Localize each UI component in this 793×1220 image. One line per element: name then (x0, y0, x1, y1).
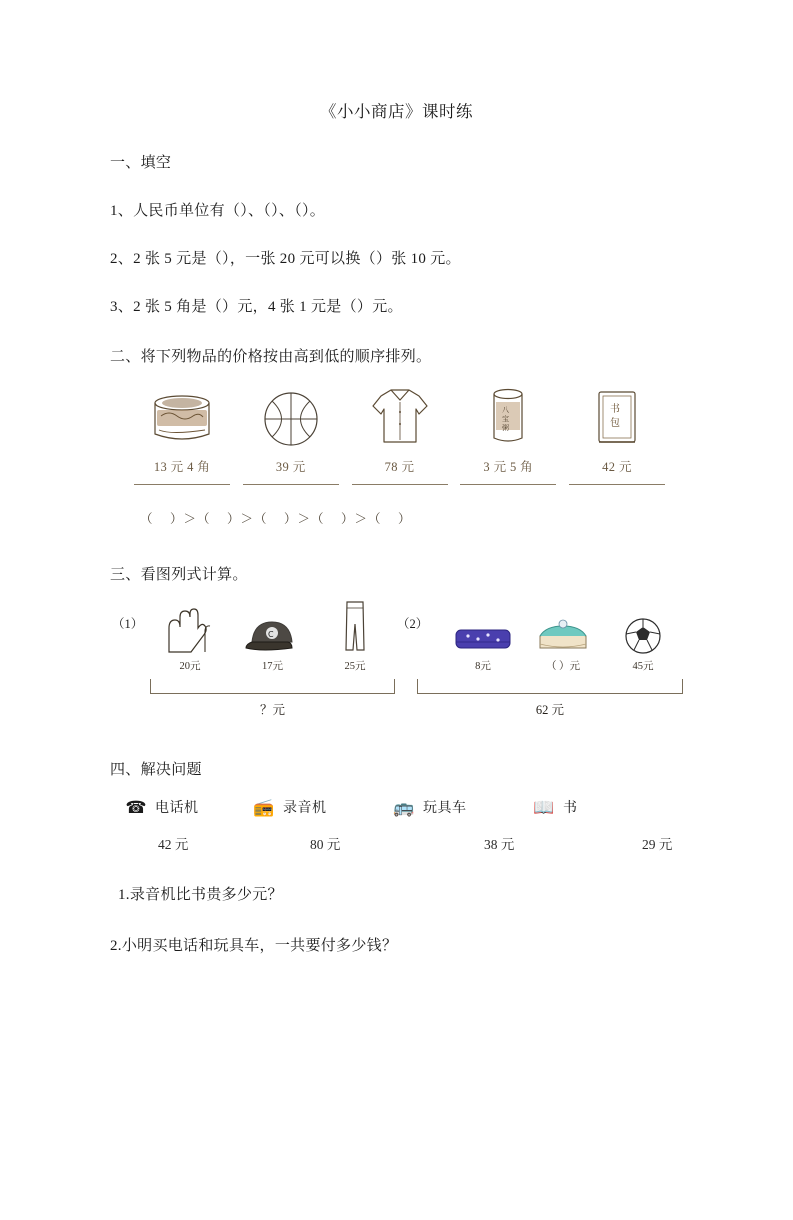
goods-item (120, 797, 248, 817)
worksheet-page (0, 98, 793, 1220)
calc-item (315, 600, 395, 673)
goods-price: 38 元 (484, 837, 515, 852)
calc-item-label: 45元 (632, 661, 654, 672)
page-title: 《小小商店》课时练 (320, 102, 473, 121)
section-1-heading: 一、填空 (110, 155, 172, 171)
price-label: 39 元 (275, 460, 306, 474)
calc-group-1-tag: （1） (112, 617, 144, 631)
cake-icon (523, 600, 603, 656)
answer-line[interactable] (243, 483, 339, 485)
svg-text:包: 包 (610, 418, 620, 429)
section-4-heading: 四、解决问题 (110, 762, 202, 778)
ordering-answer-row[interactable] (110, 509, 683, 527)
calc-group-2 (395, 600, 683, 718)
goods-name: 玩具车 (423, 801, 467, 816)
price-label: 78 元 (384, 460, 415, 474)
goods-row (110, 797, 683, 817)
price-item (243, 382, 339, 475)
word-problem-1: 1.录音机比书贵多少元？ (118, 887, 283, 903)
price-item (569, 382, 665, 475)
answer-line[interactable] (352, 483, 448, 485)
goods-price-row (110, 833, 683, 853)
fill-blank-item-2: 2、2 张 5 元是（），一张 20 元可以换（）张 10 元。 (110, 251, 461, 267)
group-1-brace (150, 679, 395, 694)
calc-group-1 (110, 600, 395, 718)
calc-group-2-tag: （2） (397, 617, 429, 631)
goods-price: 80 元 (310, 837, 341, 852)
calc-item (523, 600, 603, 673)
price-item (460, 382, 556, 475)
price-label: 3 元 5 角 (483, 460, 534, 474)
calc-item (150, 600, 230, 673)
goods-item (388, 797, 528, 817)
gloves-icon (150, 600, 230, 656)
fill-blank-item-3: 3、2 张 5 角是（）元，4 张 1 元是（）元。 (110, 299, 403, 315)
svg-text:八: 八 (502, 406, 510, 414)
group-1-caption: ？元 (259, 703, 285, 717)
trousers-icon (315, 600, 395, 656)
book-icon: 📖 (533, 797, 555, 817)
goods-name: 电话机 (155, 801, 199, 816)
svg-text:宝: 宝 (502, 415, 510, 423)
calc-item-label: （ ）元 (545, 661, 581, 672)
price-items-row (110, 382, 683, 475)
price-item (134, 382, 230, 475)
calc-item-label: 20元 (179, 661, 201, 672)
answer-line[interactable] (460, 483, 556, 485)
goods-item (248, 797, 388, 817)
shirt-icon (352, 382, 448, 448)
calc-item (443, 600, 523, 673)
goods-price: 42 元 (158, 837, 189, 852)
ordering-answer-text: （ ）＞（ ）＞（ ）＞（ ）＞（ ） (140, 512, 412, 526)
fill-blank-item-1: 1、人民币单位有（）、（）、（）。 (110, 203, 326, 219)
section-2-heading: 二、将下列物品的价格按由高到低的顺序排列。 (110, 349, 432, 365)
calc-item-label: 17元 (262, 661, 283, 672)
goods-price: 29 元 (642, 837, 673, 852)
canned-meat-icon (134, 382, 230, 448)
answer-line[interactable] (134, 483, 230, 485)
pencil-case-icon (443, 600, 523, 656)
telephone-icon: ☎ (125, 797, 147, 817)
group-2-caption: 62 元 (535, 703, 565, 717)
answer-lines-row (110, 483, 683, 485)
price-label: 42 元 (602, 460, 632, 474)
svg-text:粥: 粥 (502, 424, 510, 432)
canned-drink-icon (460, 382, 556, 448)
word-problem-2: 2.小明买电话和玩具车，一共要付多少钱？ (110, 938, 398, 954)
svg-text:书: 书 (610, 404, 620, 415)
calc-item (603, 600, 683, 673)
goods-name: 录音机 (283, 801, 327, 816)
football-icon (603, 600, 683, 656)
group-2-brace (417, 679, 683, 694)
calc-block (110, 600, 683, 718)
toy-car-icon: 🚌 (393, 797, 415, 817)
goods-name: 书 (563, 801, 578, 816)
book-icon (569, 382, 665, 448)
recorder-icon: 📻 (253, 797, 275, 817)
calc-item (233, 600, 313, 673)
calc-item-label: 25元 (344, 661, 366, 672)
calc-item-label: 8元 (475, 661, 491, 672)
svg-text:C: C (267, 630, 274, 639)
price-label: 13 元 4 角 (153, 460, 211, 474)
price-item (352, 382, 448, 475)
goods-item (528, 797, 578, 817)
basketball-icon (243, 382, 339, 448)
answer-line[interactable] (569, 483, 665, 485)
section-3-heading: 三、看图列式计算。 (110, 567, 248, 583)
cap-icon (233, 600, 313, 656)
